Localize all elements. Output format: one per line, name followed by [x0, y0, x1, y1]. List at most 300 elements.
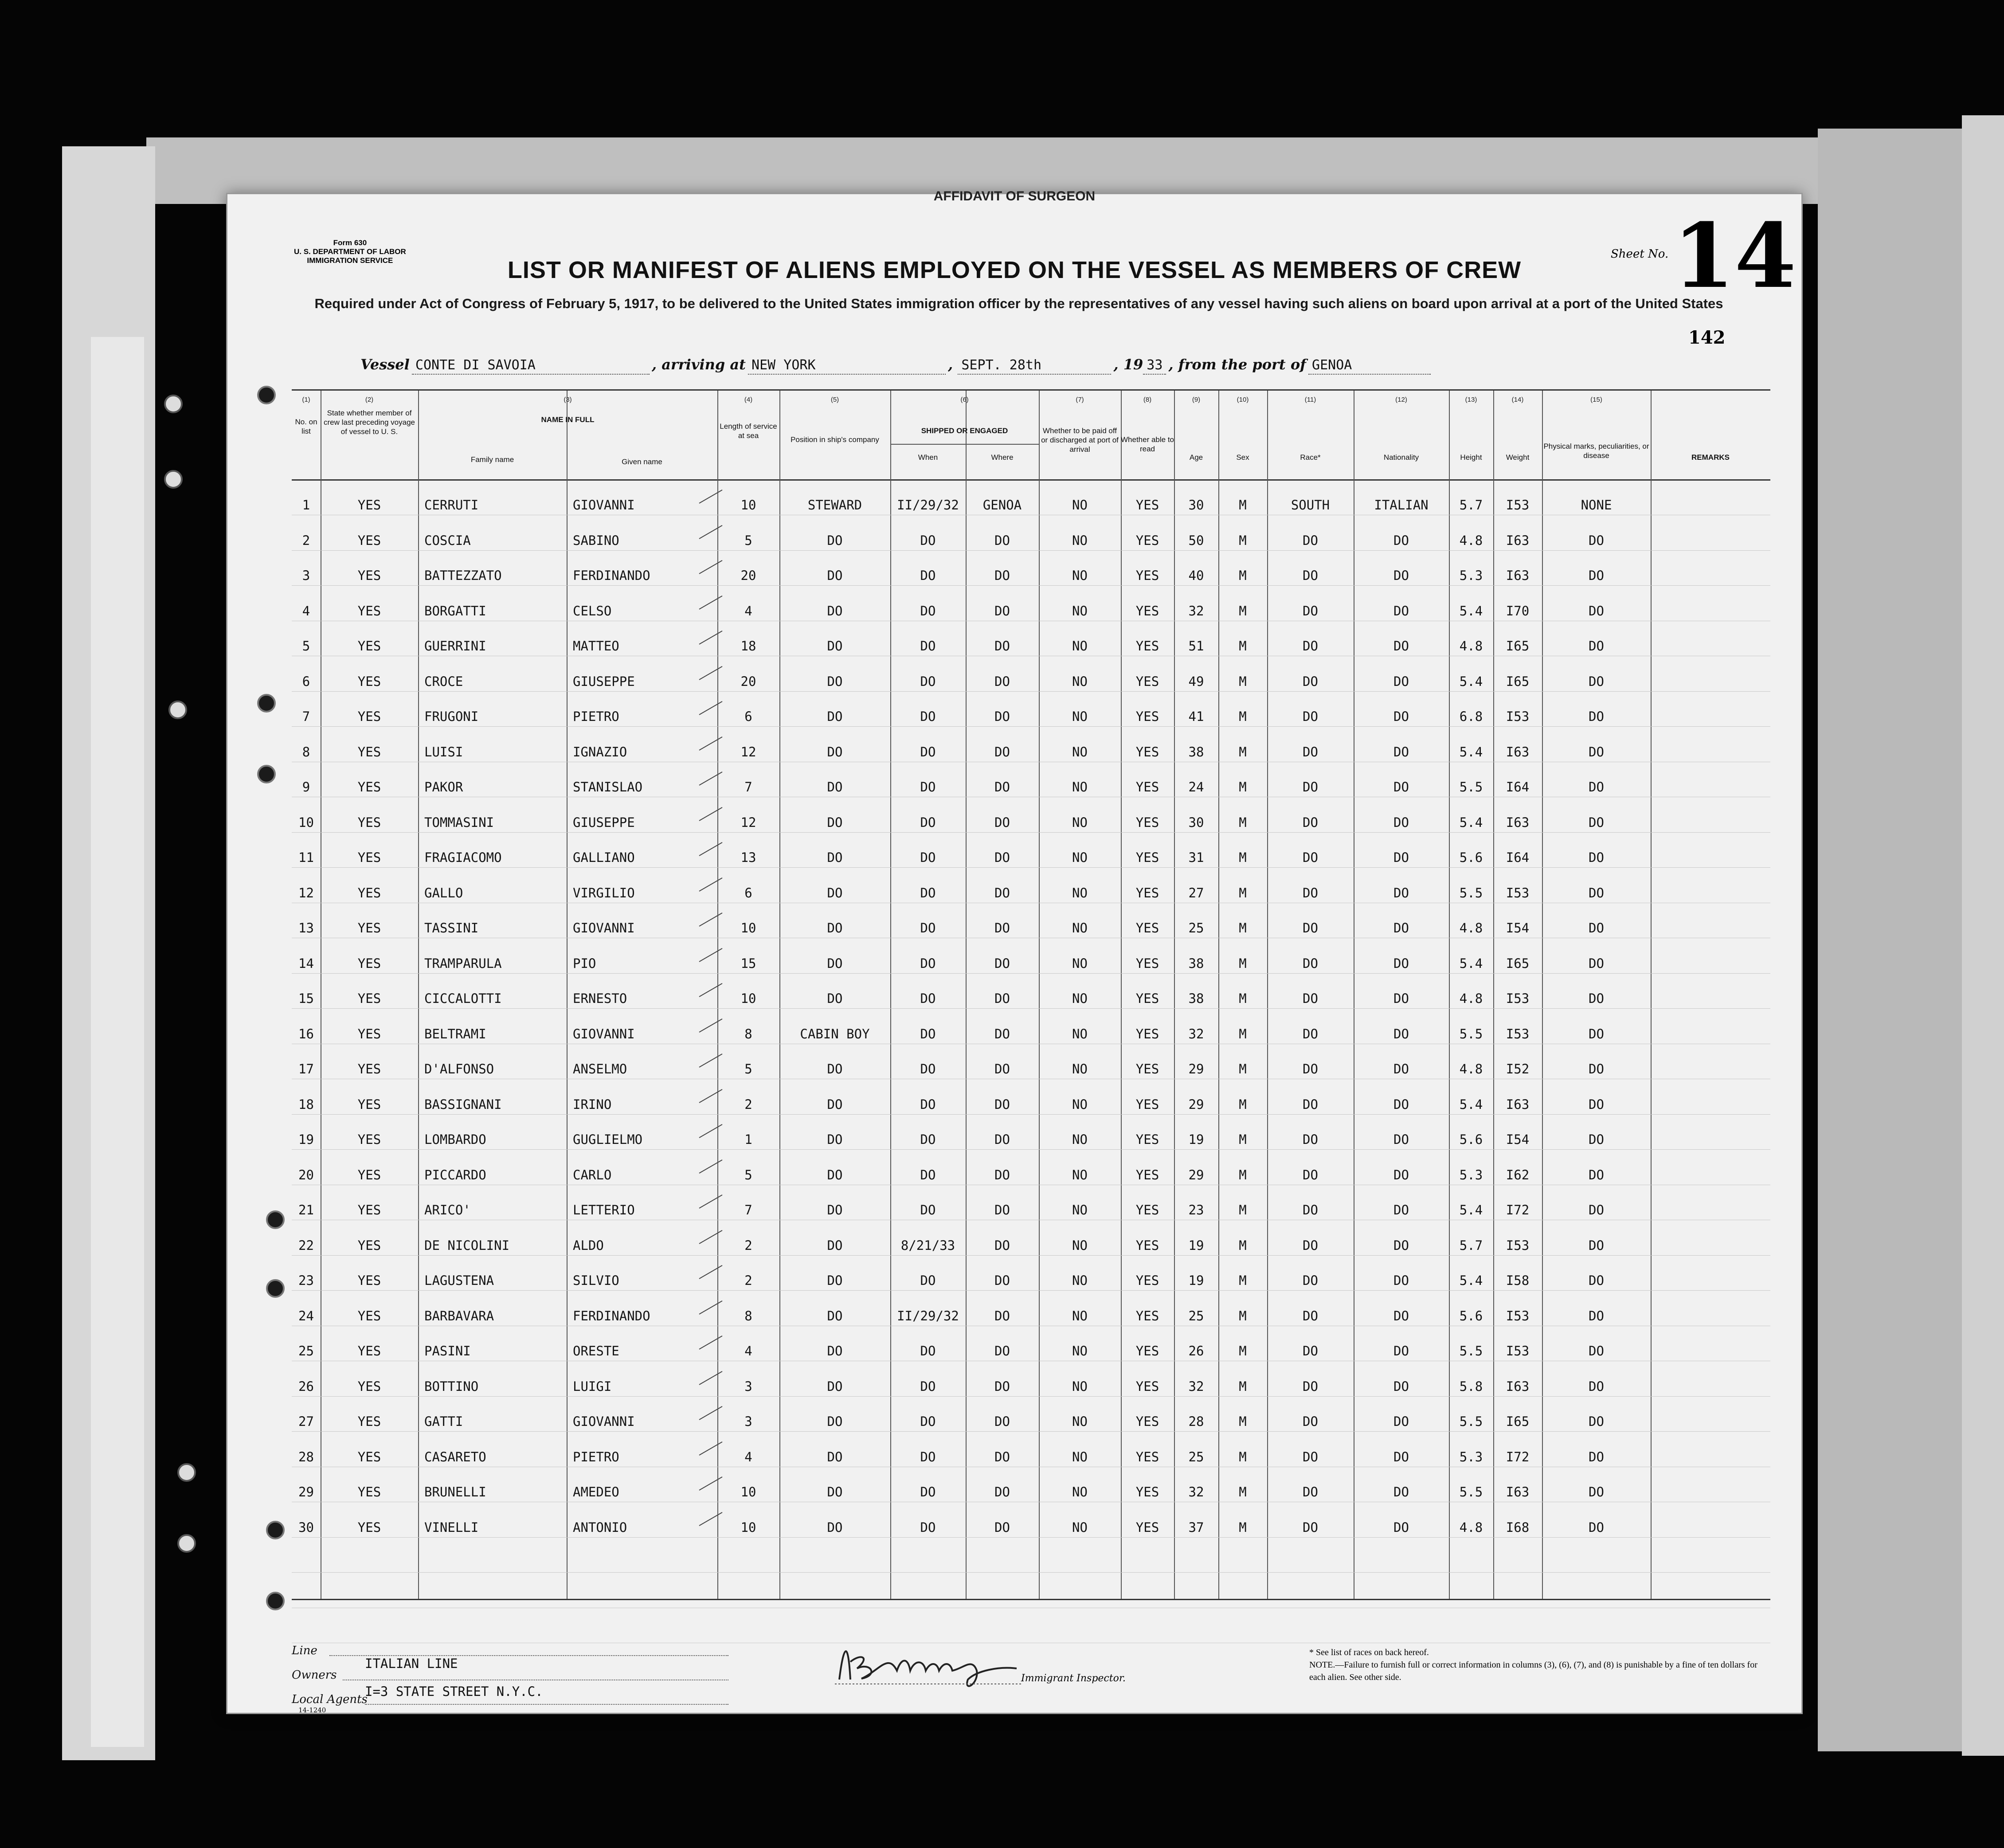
- cell-engaged-where: DO: [994, 1237, 1010, 1253]
- cell-engaged-where: DO: [994, 955, 1010, 971]
- cell-service-years: 5: [744, 532, 752, 548]
- cell-weight: I63: [1506, 1096, 1530, 1112]
- cell-given-name: GIUSEPPE: [573, 673, 635, 689]
- cell-sex: M: [1239, 850, 1247, 865]
- cell-last-voyage: YES: [357, 779, 381, 795]
- cell-engaged-when: DO: [920, 568, 936, 583]
- cell-height: 5.4: [1459, 1273, 1483, 1288]
- table-row: [292, 664, 1770, 699]
- cell-family-name: PAKOR: [424, 779, 463, 795]
- cell-engaged-where: DO: [994, 673, 1010, 689]
- cell-height: 5.5: [1459, 1484, 1483, 1500]
- cell-last-voyage: YES: [357, 1273, 381, 1288]
- column-number: (8): [1143, 396, 1152, 403]
- table-row: [292, 1051, 1770, 1087]
- cell-weight: I63: [1506, 1484, 1530, 1500]
- department-name: U. S. DEPARTMENT OF LABOR: [294, 247, 406, 256]
- cell-sex: M: [1239, 1096, 1247, 1112]
- header-no: No. on list: [295, 418, 317, 435]
- cell-position: DO: [827, 709, 843, 724]
- column-number: (5): [830, 396, 839, 403]
- cell-engaged-where: DO: [994, 1026, 1010, 1041]
- cell-sex: M: [1239, 673, 1247, 689]
- cell-weight: I58: [1506, 1273, 1530, 1288]
- cell-age: 19: [1188, 1273, 1204, 1288]
- cell-able-to-read: YES: [1135, 603, 1159, 619]
- cell-nationality: DO: [1393, 1273, 1409, 1288]
- cell-nationality: DO: [1393, 920, 1409, 936]
- cell-nationality: DO: [1393, 744, 1409, 760]
- column-number: (7): [1076, 396, 1084, 403]
- header-physical-marks: Physical marks, peculiarities, or disease: [1543, 442, 1649, 460]
- agents-field-rule: [365, 1704, 728, 1705]
- cell-height: 4.8: [1459, 1061, 1483, 1077]
- cell-family-name: LAGUSTENA: [424, 1273, 494, 1288]
- line-label: Line: [292, 1644, 317, 1657]
- footnote-races: * See list of races on back hereof.: [1309, 1648, 1429, 1657]
- cell-service-years: 10: [740, 497, 756, 513]
- cell-service-years: 2: [744, 1096, 752, 1112]
- adjacent-page-edge: [1962, 115, 2004, 1756]
- cell-height: 4.8: [1459, 638, 1483, 654]
- arrival-port: NEW YORK: [748, 357, 946, 375]
- cell-position: CABIN BOY: [800, 1026, 870, 1041]
- cell-engaged-where: GENOA: [982, 497, 1022, 513]
- cell-engaged-when: DO: [920, 603, 936, 619]
- cell-given-name: AMEDEO: [573, 1484, 619, 1500]
- cell-given-name: MATTEO: [573, 638, 619, 654]
- cell-nationality: DO: [1393, 991, 1409, 1006]
- cell-paid-off: NO: [1072, 1132, 1088, 1147]
- cell-row-number: 15: [298, 991, 314, 1006]
- cell-weight: I54: [1506, 1132, 1530, 1147]
- cell-position: DO: [827, 1519, 843, 1535]
- cell-race: DO: [1303, 744, 1318, 760]
- cell-race: DO: [1303, 1414, 1318, 1429]
- punch-hole: [257, 694, 276, 713]
- cell-weight: I62: [1506, 1167, 1530, 1182]
- cell-race: DO: [1303, 1343, 1318, 1359]
- cell-nationality: DO: [1393, 1202, 1409, 1218]
- cell-paid-off: NO: [1072, 1167, 1088, 1182]
- cell-age: 26: [1188, 1343, 1204, 1359]
- cell-given-name: ALDO: [573, 1237, 604, 1253]
- cell-able-to-read: YES: [1135, 1202, 1159, 1218]
- cell-engaged-where: DO: [994, 568, 1010, 583]
- cell-height: 4.8: [1459, 1519, 1483, 1535]
- cell-last-voyage: YES: [357, 1449, 381, 1464]
- page-number: 142: [1688, 327, 1726, 348]
- cell-service-years: 3: [744, 1378, 752, 1394]
- cell-position: DO: [827, 885, 843, 901]
- cell-paid-off: NO: [1072, 1343, 1088, 1359]
- cell-given-name: IGNAZIO: [573, 744, 627, 760]
- cell-height: 5.5: [1459, 1026, 1483, 1041]
- cell-last-voyage: YES: [357, 1096, 381, 1112]
- cell-position: DO: [827, 955, 843, 971]
- cell-engaged-when: DO: [920, 955, 936, 971]
- cell-service-years: 10: [740, 991, 756, 1006]
- cell-race: DO: [1303, 1484, 1318, 1500]
- punch-hole: [266, 1521, 285, 1539]
- header-length-of-service: Length of service at sea: [720, 422, 777, 440]
- cell-nationality: DO: [1393, 568, 1409, 583]
- cell-service-years: 8: [744, 1308, 752, 1323]
- cell-age: 32: [1188, 1484, 1204, 1500]
- year-prefix: , 19: [1113, 356, 1143, 373]
- cell-physical-marks: DO: [1589, 673, 1604, 689]
- cell-engaged-where: DO: [994, 1449, 1010, 1464]
- shipped-subheader-rule: [890, 444, 1039, 445]
- cell-height: 5.5: [1459, 779, 1483, 795]
- cell-able-to-read: YES: [1135, 1449, 1159, 1464]
- punch-hole: [266, 1592, 285, 1610]
- cell-physical-marks: DO: [1589, 603, 1604, 619]
- cell-position: DO: [827, 991, 843, 1006]
- cell-last-voyage: YES: [357, 603, 381, 619]
- cell-service-years: 4: [744, 603, 752, 619]
- table-row: [292, 910, 1770, 946]
- header-where: Where: [991, 453, 1014, 462]
- cell-race: DO: [1303, 1026, 1318, 1041]
- table-row: [292, 558, 1770, 593]
- cell-service-years: 3: [744, 1414, 752, 1429]
- cell-sex: M: [1239, 603, 1247, 619]
- punch-hole: [266, 1279, 285, 1298]
- cell-weight: I68: [1506, 1519, 1530, 1535]
- cell-service-years: 10: [740, 920, 756, 936]
- cell-able-to-read: YES: [1135, 568, 1159, 583]
- header-shipped-or-engaged: SHIPPED OR ENGAGED: [921, 427, 1008, 435]
- cell-paid-off: NO: [1072, 1096, 1088, 1112]
- cell-engaged-when: DO: [920, 1061, 936, 1077]
- cell-height: 4.8: [1459, 991, 1483, 1006]
- cell-position: DO: [827, 744, 843, 760]
- cell-paid-off: NO: [1072, 1484, 1088, 1500]
- cell-able-to-read: YES: [1135, 850, 1159, 865]
- cell-physical-marks: DO: [1589, 1237, 1604, 1253]
- cell-nationality: DO: [1393, 779, 1409, 795]
- cell-last-voyage: YES: [357, 1308, 381, 1323]
- cell-paid-off: NO: [1072, 1414, 1088, 1429]
- cell-weight: I63: [1506, 814, 1530, 830]
- column-number: (12): [1395, 396, 1407, 403]
- cell-service-years: 8: [744, 1026, 752, 1041]
- cell-paid-off: NO: [1072, 1237, 1088, 1253]
- cell-age: 19: [1188, 1237, 1204, 1253]
- cell-height: 5.8: [1459, 1378, 1483, 1394]
- cell-engaged-when: II/29/32: [897, 1308, 959, 1323]
- cell-sex: M: [1239, 814, 1247, 830]
- cell-last-voyage: YES: [357, 850, 381, 865]
- cell-family-name: BORGATTI: [424, 603, 486, 619]
- cell-given-name: FERDINANDO: [573, 1308, 650, 1323]
- cell-paid-off: NO: [1072, 991, 1088, 1006]
- cell-engaged-when: DO: [920, 709, 936, 724]
- cell-row-number: 20: [298, 1167, 314, 1182]
- header-sex: Sex: [1236, 453, 1249, 462]
- local-agents-value: I=3 STATE STREET N.Y.C.: [365, 1684, 543, 1699]
- cell-position: DO: [827, 779, 843, 795]
- cell-engaged-where: DO: [994, 1519, 1010, 1535]
- cell-row-number: 1: [302, 497, 310, 513]
- cell-height: 5.5: [1459, 1414, 1483, 1429]
- cell-physical-marks: DO: [1589, 1343, 1604, 1359]
- cell-able-to-read: YES: [1135, 497, 1159, 513]
- cell-given-name: LETTERIO: [573, 1202, 635, 1218]
- cell-position: DO: [827, 1237, 843, 1253]
- cell-able-to-read: YES: [1135, 1484, 1159, 1500]
- cell-row-number: 18: [298, 1096, 314, 1112]
- cell-engaged-where: DO: [994, 1343, 1010, 1359]
- cell-given-name: SILVIO: [573, 1273, 619, 1288]
- cell-physical-marks: DO: [1589, 1132, 1604, 1147]
- cell-able-to-read: YES: [1135, 709, 1159, 724]
- cell-sex: M: [1239, 1026, 1247, 1041]
- cell-weight: I65: [1506, 1414, 1530, 1429]
- cell-paid-off: NO: [1072, 532, 1088, 548]
- cell-last-voyage: YES: [357, 920, 381, 936]
- cell-position: DO: [827, 814, 843, 830]
- year-suffix: 33: [1143, 357, 1166, 375]
- cell-nationality: DO: [1393, 1061, 1409, 1077]
- cell-race: DO: [1303, 1519, 1318, 1535]
- cell-given-name: GIOVANNI: [573, 1414, 635, 1429]
- cell-given-name: GIUSEPPE: [573, 814, 635, 830]
- table-row: [292, 699, 1770, 734]
- cell-position: DO: [827, 1449, 843, 1464]
- cell-sex: M: [1239, 1343, 1247, 1359]
- back-sheet-right-edge: [1818, 129, 1964, 1751]
- cell-position: DO: [827, 1096, 843, 1112]
- cell-physical-marks: DO: [1589, 1449, 1604, 1464]
- cell-row-number: 8: [302, 744, 310, 760]
- cell-service-years: 20: [740, 673, 756, 689]
- cell-age: 28: [1188, 1414, 1204, 1429]
- cell-row-number: 19: [298, 1132, 314, 1147]
- departure-port: GENOA: [1308, 357, 1431, 375]
- cell-weight: I70: [1506, 603, 1530, 619]
- cell-physical-marks: DO: [1589, 1414, 1604, 1429]
- cell-height: 5.4: [1459, 1096, 1483, 1112]
- cell-engaged-where: DO: [994, 1167, 1010, 1182]
- header-paid-off: Whether to be paid off or discharged at port of arrival: [1041, 427, 1119, 454]
- cell-service-years: 7: [744, 1202, 752, 1218]
- cell-service-years: 6: [744, 709, 752, 724]
- cell-height: 5.4: [1459, 744, 1483, 760]
- table-row: [292, 1404, 1770, 1439]
- cell-physical-marks: DO: [1589, 568, 1604, 583]
- cell-sex: M: [1239, 991, 1247, 1006]
- table-row: [292, 1510, 1770, 1545]
- arrival-date: SEPT. 28th: [958, 357, 1111, 375]
- cell-family-name: BOTTINO: [424, 1378, 479, 1394]
- from-port-label: , from the port of: [1168, 356, 1306, 373]
- cell-family-name: D'ALFONSO: [424, 1061, 494, 1077]
- cell-family-name: VINELLI: [424, 1519, 479, 1535]
- cell-weight: I63: [1506, 1378, 1530, 1394]
- cell-height: 5.7: [1459, 1237, 1483, 1253]
- cell-physical-marks: DO: [1589, 532, 1604, 548]
- cell-family-name: FRUGONI: [424, 709, 479, 724]
- cell-family-name: GATTI: [424, 1414, 463, 1429]
- cell-service-years: 2: [744, 1273, 752, 1288]
- arriving-label: , arriving at: [651, 356, 746, 373]
- cell-race: DO: [1303, 1273, 1318, 1288]
- punch-hole: [177, 1463, 196, 1482]
- cell-race: SOUTH: [1291, 497, 1330, 513]
- inspector-caption: Immigrant Inspector.: [1021, 1673, 1126, 1684]
- column-number: (13): [1465, 396, 1477, 403]
- cell-service-years: 18: [740, 638, 756, 654]
- cell-service-years: 10: [740, 1519, 756, 1535]
- column-number: (1): [302, 396, 310, 403]
- header-name-in-full: NAME IN FULL: [541, 415, 595, 424]
- cell-service-years: 5: [744, 1061, 752, 1077]
- cell-family-name: TOMMASINI: [424, 814, 494, 830]
- cell-age: 50: [1188, 532, 1204, 548]
- cell-row-number: 4: [302, 603, 310, 619]
- cell-row-number: 22: [298, 1237, 314, 1253]
- cell-age: 38: [1188, 955, 1204, 971]
- cell-race: DO: [1303, 1061, 1318, 1077]
- cell-physical-marks: DO: [1589, 638, 1604, 654]
- table-row: [292, 1263, 1770, 1298]
- cell-able-to-read: YES: [1135, 1273, 1159, 1288]
- cell-position: DO: [827, 532, 843, 548]
- cell-nationality: DO: [1393, 1449, 1409, 1464]
- table-row: [292, 1016, 1770, 1052]
- cell-age: 32: [1188, 1026, 1204, 1041]
- cell-given-name: ANTONIO: [573, 1519, 627, 1535]
- cell-given-name: ANSELMO: [573, 1061, 627, 1077]
- punch-hole: [257, 386, 276, 404]
- cell-engaged-when: II/29/32: [897, 497, 959, 513]
- cell-given-name: STANISLAO: [573, 779, 643, 795]
- cell-row-number: 16: [298, 1026, 314, 1041]
- cell-paid-off: NO: [1072, 568, 1088, 583]
- cell-weight: I65: [1506, 955, 1530, 971]
- cell-paid-off: NO: [1072, 920, 1088, 936]
- cell-position: STEWARD: [807, 497, 862, 513]
- cell-row-number: 23: [298, 1273, 314, 1288]
- cell-engaged-when: DO: [920, 1414, 936, 1429]
- cell-height: 5.3: [1459, 1167, 1483, 1182]
- cell-engaged-when: DO: [920, 991, 936, 1006]
- cell-sex: M: [1239, 1378, 1247, 1394]
- table-row: [292, 593, 1770, 629]
- cell-given-name: CELSO: [573, 603, 612, 619]
- cell-row-number: 3: [302, 568, 310, 583]
- cell-sex: M: [1239, 1132, 1247, 1147]
- cell-engaged-where: DO: [994, 850, 1010, 865]
- cell-engaged-where: DO: [994, 638, 1010, 654]
- cell-given-name: CARLO: [573, 1167, 612, 1182]
- cell-last-voyage: YES: [357, 709, 381, 724]
- cell-last-voyage: YES: [357, 744, 381, 760]
- cell-sex: M: [1239, 1061, 1247, 1077]
- cell-physical-marks: DO: [1589, 850, 1604, 865]
- cell-age: 51: [1188, 638, 1204, 654]
- cell-given-name: LUIGI: [573, 1378, 612, 1394]
- cell-weight: I53: [1506, 709, 1530, 724]
- cell-race: DO: [1303, 709, 1318, 724]
- cell-engaged-where: DO: [994, 885, 1010, 901]
- cell-family-name: CICCALOTTI: [424, 991, 502, 1006]
- cell-age: 25: [1188, 920, 1204, 936]
- cell-age: 30: [1188, 814, 1204, 830]
- cell-last-voyage: YES: [357, 814, 381, 830]
- cell-engaged-when: DO: [920, 1273, 936, 1288]
- cell-weight: I53: [1506, 1237, 1530, 1253]
- cell-position: DO: [827, 1414, 843, 1429]
- cell-physical-marks: DO: [1589, 1061, 1604, 1077]
- cell-race: DO: [1303, 673, 1318, 689]
- cell-age: 38: [1188, 991, 1204, 1006]
- cell-weight: I53: [1506, 885, 1530, 901]
- cell-last-voyage: YES: [357, 1343, 381, 1359]
- column-number: (10): [1237, 396, 1249, 403]
- column-number: (6): [960, 396, 969, 403]
- cell-given-name: GUGLIELMO: [573, 1132, 643, 1147]
- cell-weight: I53: [1506, 1026, 1530, 1041]
- cell-row-number: 14: [298, 955, 314, 971]
- table-row: [292, 628, 1770, 664]
- cell-engaged-where: DO: [994, 1378, 1010, 1394]
- cell-family-name: GALLO: [424, 885, 463, 901]
- header-able-to-read: Whether able to read: [1121, 435, 1174, 453]
- cell-sex: M: [1239, 709, 1247, 724]
- vessel-label: Vessel: [360, 356, 410, 373]
- cell-age: 19: [1188, 1132, 1204, 1147]
- cell-last-voyage: YES: [357, 1378, 381, 1394]
- cell-position: DO: [827, 920, 843, 936]
- cell-weight: I53: [1506, 1308, 1530, 1323]
- cell-row-number: 13: [298, 920, 314, 936]
- cell-last-voyage: YES: [357, 673, 381, 689]
- table-row: [292, 734, 1770, 770]
- cell-position: DO: [827, 850, 843, 865]
- cell-race: DO: [1303, 850, 1318, 865]
- table-row: [292, 805, 1770, 840]
- cell-last-voyage: YES: [357, 1026, 381, 1041]
- cell-family-name: DE NICOLINI: [424, 1237, 510, 1253]
- cell-weight: I63: [1506, 568, 1530, 583]
- column-number: (11): [1304, 396, 1316, 403]
- cell-engaged-when: DO: [920, 1484, 936, 1500]
- cell-race: DO: [1303, 1202, 1318, 1218]
- table-row: [292, 1298, 1770, 1334]
- cell-nationality: DO: [1393, 955, 1409, 971]
- table-row: [292, 1333, 1770, 1369]
- cell-given-name: GIOVANNI: [573, 920, 635, 936]
- header-family-name: Family name: [470, 455, 514, 464]
- cell-family-name: BATTEZZATO: [424, 568, 502, 583]
- cell-physical-marks: DO: [1589, 991, 1604, 1006]
- cell-given-name: ERNESTO: [573, 991, 627, 1006]
- cell-engaged-where: DO: [994, 1132, 1010, 1147]
- cell-physical-marks: DO: [1589, 1519, 1604, 1535]
- vessel-name: CONTE DI SAVOIA: [412, 357, 650, 375]
- cell-row-number: 21: [298, 1202, 314, 1218]
- cell-nationality: DO: [1393, 638, 1409, 654]
- cell-sex: M: [1239, 1484, 1247, 1500]
- cell-engaged-when: DO: [920, 885, 936, 901]
- header-given-name: Given name: [622, 458, 662, 466]
- cell-nationality: DO: [1393, 850, 1409, 865]
- cell-age: 31: [1188, 850, 1204, 865]
- cell-position: DO: [827, 673, 843, 689]
